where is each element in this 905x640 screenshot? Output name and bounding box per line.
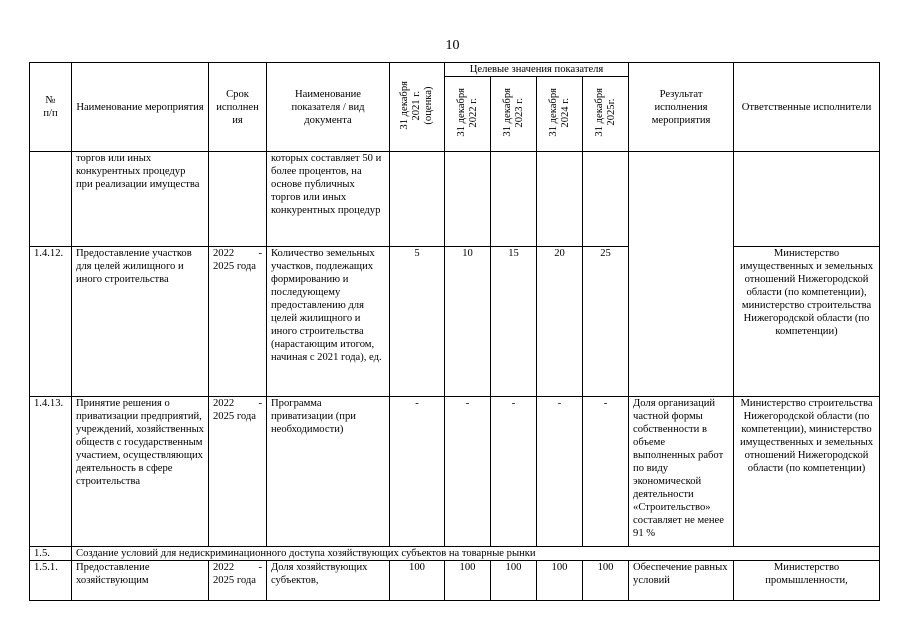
section-row	[30, 547, 880, 561]
cell-num	[30, 152, 72, 247]
cell-v2023: 100	[491, 561, 537, 601]
term-dash: -	[258, 562, 262, 573]
cell-num: 1.4.13.	[30, 397, 72, 547]
table-row	[30, 247, 880, 397]
cell-num: 1.4.12.	[30, 247, 72, 397]
cell-v2023: 15	[491, 247, 537, 397]
cell-term	[209, 397, 267, 547]
header-estimate-2021-text: 31 декабря 2021 г. (оценка)	[399, 80, 434, 130]
header-result: Результат исполнения мероприятия	[629, 63, 734, 152]
cell-v2021: -	[390, 397, 445, 547]
cell-v2025: 100	[583, 561, 629, 601]
cell-event: Предоставление участков для целей жилищного и иного строительства	[72, 247, 209, 397]
cell-responsible: Министерство промышленности,	[734, 561, 880, 601]
cell-event: Предоставление хозяйствующим	[72, 561, 209, 601]
header-target-2022-text: 31 декабря 2022 г.	[455, 87, 479, 137]
table-row	[30, 561, 880, 601]
term-start-line	[213, 561, 262, 574]
header-target-2023	[491, 77, 537, 152]
table-row	[30, 152, 880, 247]
header-num: № п/п	[30, 63, 72, 152]
header-event: Наименование мероприятия	[72, 63, 209, 152]
page-number: 10	[445, 38, 460, 53]
cell-responsible: Министерство строительства Нижегородской области (по компетенции), министерство имущественных и земельных отношений Нижегородской области (по компетенции)	[734, 397, 880, 547]
header-target-2024	[537, 77, 583, 152]
cell-result	[629, 152, 734, 397]
cell-v2025	[583, 152, 629, 247]
header-estimate-2021	[390, 63, 445, 152]
table-row	[30, 397, 880, 547]
cell-v2023	[491, 152, 537, 247]
term-dash: -	[258, 248, 262, 259]
cell-term	[209, 561, 267, 601]
term-start-line	[213, 247, 262, 260]
cell-indicator: Программа приватизации (при необходимости)	[267, 397, 390, 547]
header-target-2025-text: 31 декабря 2025г.	[593, 87, 617, 137]
measures-table	[29, 62, 880, 601]
cell-term	[209, 247, 267, 397]
term-end: 2025 года	[213, 411, 257, 422]
header-target-2022	[445, 77, 491, 152]
cell-result: Обеспечение равных условий	[629, 561, 734, 601]
cell-v2024	[537, 152, 583, 247]
header-row-1	[30, 63, 880, 77]
cell-v2022: 100	[445, 561, 491, 601]
cell-v2023: -	[491, 397, 537, 547]
cell-v2025: 25	[583, 247, 629, 397]
cell-v2024: 100	[537, 561, 583, 601]
cell-v2022: 10	[445, 247, 491, 397]
header-term: Срок исполнен ия	[209, 63, 267, 152]
section-num: 1.5.	[30, 547, 72, 561]
cell-indicator: которых составляет 50 и более процентов, на основе публичных торгов или иных конкурентных процедур	[267, 152, 390, 247]
term-start: 2022	[213, 562, 235, 573]
cell-responsible	[734, 152, 880, 247]
cell-v2024: 20	[537, 247, 583, 397]
header-target-2023-text: 31 декабря 2023 г.	[501, 87, 525, 137]
term-start: 2022	[213, 398, 235, 409]
cell-v2021	[390, 152, 445, 247]
cell-v2022: -	[445, 397, 491, 547]
cell-v2022	[445, 152, 491, 247]
cell-event: торгов или иных конкурентных процедур при реализации имущества	[72, 152, 209, 247]
cell-result: Доля организаций частной формы собственности в объеме выполненных работ по виду экономической деятельности «Строительство» составляет не менее 91 %	[629, 397, 734, 547]
header-target-2024-text: 31 декабря 2024 г.	[547, 87, 571, 137]
term-start: 2022	[213, 248, 235, 259]
header-target-2025	[583, 77, 629, 152]
cell-v2021: 100	[390, 561, 445, 601]
cell-v2024: -	[537, 397, 583, 547]
section-title: Создание условий для недискриминационного доступа хозяйствующих субъектов на товарные рынки	[72, 547, 880, 561]
cell-responsible: Министерство имущественных и земельных отношений Нижегородской области (по компетенции), министерство строительства Нижегородской области (по компетенции)	[734, 247, 880, 397]
term-end: 2025 года	[213, 575, 257, 586]
cell-v2025: -	[583, 397, 629, 547]
cell-indicator: Доля хозяйствующих субъектов,	[267, 561, 390, 601]
term-end: 2025 года	[213, 261, 257, 272]
header-indicator: Наименование показателя / вид документа	[267, 63, 390, 152]
cell-event: Принятие решения о приватизации предприятий, учреждений, хозяйственных обществ с государственным участием, осуществляющих деятельность в сфере строительства	[72, 397, 209, 547]
term-start-line	[213, 397, 262, 410]
cell-v2021: 5	[390, 247, 445, 397]
cell-num: 1.5.1.	[30, 561, 72, 601]
cell-indicator: Количество земельных участков, подлежащих формированию и последующему предоставлению для целей жилищного и иного строительства (нарастающим итогом, начиная с 2021 года), ед.	[267, 247, 390, 397]
cell-term	[209, 152, 267, 247]
header-targets-group: Целевые значения показателя	[445, 63, 629, 77]
header-responsible: Ответственные исполнители	[734, 63, 880, 152]
term-dash: -	[258, 398, 262, 409]
